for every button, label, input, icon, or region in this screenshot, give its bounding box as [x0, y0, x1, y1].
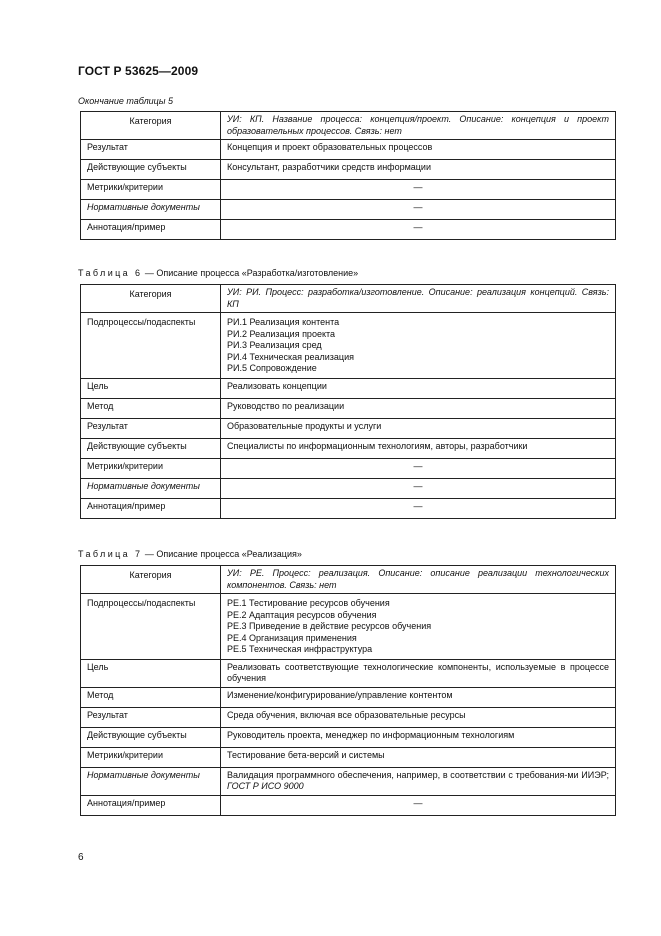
row-value: Консультант, разработчики средств информации	[221, 160, 616, 180]
row-value: —	[221, 478, 616, 498]
row-label: Нормативные документы	[81, 200, 221, 220]
table-row	[81, 767, 616, 795]
table-row	[81, 727, 616, 747]
row-label: Метрики/критерии	[81, 180, 221, 200]
row-value: —	[221, 498, 616, 518]
list-item: РЕ.4 Организация применения	[227, 632, 357, 643]
row-label: Категория	[81, 566, 221, 594]
table-row	[81, 180, 616, 200]
row-value: УИ: РЕ. Процесс: реализация. Описание: описание реализации технологических компонентов. Связь: нет	[221, 566, 616, 594]
row-value: УИ: РИ. Процесс: разработка/изготовление. Описание: реализация концепций. Связь: КП	[221, 285, 616, 313]
table-row	[81, 458, 616, 478]
row-value-standard: ГОСТ Р ИСО 9000	[227, 781, 304, 791]
list-item: РЕ.3 Приведение в действие ресурсов обучения	[227, 621, 432, 631]
row-value: Образовательные продукты и услуги	[221, 418, 616, 438]
table-row	[81, 687, 616, 707]
row-label: Аннотация/пример	[81, 498, 221, 518]
list-item: РИ.1 Реализация контента	[227, 317, 340, 327]
table-row	[81, 659, 616, 687]
table-7	[80, 565, 616, 816]
list-item: РЕ.5 Техническая инфраструктура	[227, 644, 373, 654]
row-value: Тестирование бета-версий и системы	[221, 747, 616, 767]
list-item: РЕ.1 Тестирование ресурсов обучения	[227, 598, 390, 608]
table-6-caption-text: — Описание процесса «Разработка/изготовление»	[142, 268, 359, 278]
row-label: Действующие субъекты	[81, 727, 221, 747]
table-7-caption	[78, 549, 302, 559]
row-label: Категория	[81, 285, 221, 313]
table-row	[81, 566, 616, 594]
row-label: Подпроцессы/подаспекты	[81, 594, 221, 660]
row-value: —	[221, 220, 616, 240]
row-label: Результат	[81, 418, 221, 438]
row-label: Аннотация/пример	[81, 220, 221, 240]
row-value: —	[221, 200, 616, 220]
table-row	[81, 594, 616, 660]
row-label: Результат	[81, 707, 221, 727]
table-5-caption: Окончание таблицы 5	[78, 96, 173, 106]
row-value-text: Валидация программного обеспечения, например, в соответствии с требования-ми ИИЭР;	[227, 769, 609, 780]
row-label: Категория	[81, 112, 221, 140]
row-label: Метод	[81, 398, 221, 418]
table-row	[81, 160, 616, 180]
row-label: Подпроцессы/подаспекты	[81, 313, 221, 379]
row-label: Метрики/критерии	[81, 458, 221, 478]
row-value	[221, 767, 616, 795]
table-row	[81, 707, 616, 727]
table-7-caption-text: — Описание процесса «Реализация»	[142, 549, 302, 559]
table-7-caption-label: Таблица 7	[78, 549, 143, 559]
list-item: РИ.4 Техническая реализация	[227, 351, 354, 362]
row-value: Руководство по реализации	[221, 398, 616, 418]
table-row	[81, 200, 616, 220]
row-label: Действующие субъекты	[81, 160, 221, 180]
table-row	[81, 418, 616, 438]
row-value: Концепция и проект образовательных процессов	[221, 140, 616, 160]
list-item: РИ.5 Сопровождение	[227, 363, 317, 373]
table-row	[81, 285, 616, 313]
table-row	[81, 478, 616, 498]
row-value: —	[221, 180, 616, 200]
row-label: Нормативные документы	[81, 767, 221, 795]
table-row	[81, 747, 616, 767]
row-label: Метод	[81, 687, 221, 707]
row-value: Руководитель проекта, менеджер по информационным технологиям	[221, 727, 616, 747]
document-header: ГОСТ Р 53625—2009	[78, 64, 199, 78]
row-value: Изменение/конфигурирование/управление контентом	[221, 687, 616, 707]
row-value: Среда обучения, включая все образовательные ресурсы	[221, 707, 616, 727]
list-item: РИ.2 Реализация проекта	[227, 328, 336, 339]
table-row	[81, 498, 616, 518]
row-value: Реализовать соответствующие технологические компоненты, используемые в процессе обучения	[221, 659, 616, 687]
page-number: 6	[78, 852, 84, 863]
table-row	[81, 140, 616, 160]
row-label: Результат	[81, 140, 221, 160]
row-label: Нормативные документы	[81, 478, 221, 498]
row-value: УИ: КП. Название процесса: концепция/проект. Описание: концепция и проект образовательных процессов. Связь: нет	[221, 112, 616, 140]
table-6	[80, 284, 616, 519]
table-row	[81, 313, 616, 379]
table-row	[81, 378, 616, 398]
row-label: Цель	[81, 659, 221, 687]
row-value: —	[221, 795, 616, 815]
list-item: РЕ.2 Адаптация ресурсов обучения	[227, 609, 377, 620]
table-row	[81, 398, 616, 418]
row-label: Аннотация/пример	[81, 795, 221, 815]
row-value	[221, 313, 616, 379]
table-row	[81, 438, 616, 458]
table-row	[81, 220, 616, 240]
row-label: Метрики/критерии	[81, 747, 221, 767]
table-row	[81, 795, 616, 815]
row-value: —	[221, 458, 616, 478]
table-6-caption	[78, 268, 358, 278]
table-6-caption-label: Таблица 6	[78, 268, 143, 278]
table-5	[80, 111, 616, 240]
row-value: Специалисты по информационным технологиям, авторы, разработчики	[221, 438, 616, 458]
row-label: Действующие субъекты	[81, 438, 221, 458]
row-label: Цель	[81, 378, 221, 398]
list-item: РИ.3 Реализация сред	[227, 340, 322, 350]
table-row	[81, 112, 616, 140]
row-value	[221, 594, 616, 660]
row-value: Реализовать концепции	[221, 378, 616, 398]
